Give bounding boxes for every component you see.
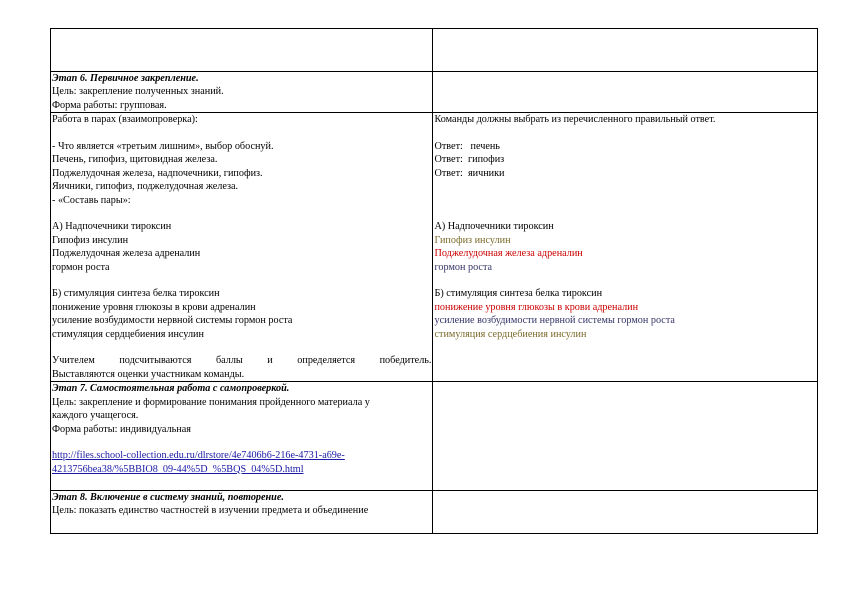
answer-line: Ответ: гипофиз (434, 154, 505, 166)
empty-cell-left (51, 29, 433, 72)
empty-cell-right (433, 29, 818, 72)
answers-intro: Команды должны выбрать из перечисленного правильный ответ. (434, 114, 716, 126)
stage7-row (51, 382, 818, 490)
pairs-b-item: Б) стимуляция синтеза белка тироксин (52, 288, 220, 300)
pairs-a-item: Гипофиз инсулин (52, 234, 129, 246)
self-test-link[interactable] (52, 449, 431, 462)
stage8-row (51, 490, 818, 533)
self-test-link-cont[interactable] (52, 463, 431, 476)
pair-work-intro: Работа в парах (взаимопроверка): (52, 114, 198, 126)
stage8-right-cell (433, 490, 818, 533)
answer-b-item: стимуляция сердцебиения инсулин (434, 328, 587, 340)
answer-a-item: гормон роста (434, 261, 493, 273)
stage6-content-row (51, 113, 818, 382)
odd-one-out-item: Печень, гипофиз, щитовидная железа. (52, 154, 218, 166)
stage6-tasks-cell (51, 113, 433, 382)
grading-text: Выставляются оценки участникам команды. (52, 368, 245, 380)
answer-b-item: понижение уровня глюкозы в крови адреналин (434, 301, 639, 313)
pairs-a-item: гормон роста (52, 261, 110, 273)
stage6-title: Этап 6. Первичное закрепление. (52, 73, 199, 84)
stage8-goal: Цель: показать единство частностей в изучении предмета и объединение (52, 504, 369, 516)
answer-b-item: усиление возбудимости нервной системы гормон роста (434, 315, 675, 327)
stage8-cell (51, 490, 433, 533)
self-test-link-part2[interactable]: 4213756bea38/%5BBIO8_09-44%5D_%5BQS_04%5D.html (52, 463, 304, 475)
scoring-text: Учителем подсчитываются баллы и определяется победитель. (52, 355, 432, 367)
stage6-answers-cell (433, 113, 818, 382)
stage6-header-row (51, 72, 818, 113)
empty-row (51, 29, 818, 72)
answer-line: Ответ: яичники (434, 167, 505, 179)
stage7-form: Форма работы: индивидуальная (52, 423, 191, 435)
pairs-a-item: Поджелудочная железа адреналин (52, 248, 201, 260)
pairs-b-item: усиление возбудимости нервной системы гормон роста (52, 315, 293, 327)
stage6-header-right-cell (433, 72, 818, 113)
stage7-cell (51, 382, 433, 490)
stage7-goal-cont: каждого учащегося. (52, 410, 139, 422)
lesson-plan-table (50, 28, 818, 534)
answer-a-item: Поджелудочная железа адреналин (434, 248, 583, 260)
odd-one-out-item: Яичники, гипофиз, поджелудочная железа. (52, 181, 239, 193)
stage8-title: Этап 8. Включение в систему знаний, повторение. (52, 491, 284, 503)
stage6-form: Форма работы: групповая. (52, 99, 167, 111)
stage7-goal: Цель: закрепление и формирование понимания пройденного материала у (52, 396, 370, 408)
answer-a-item: Гипофиз инсулин (434, 234, 511, 246)
answer-a-item: А) Надпочечники тироксин (434, 221, 554, 233)
self-test-link-part1[interactable]: http://files.school-collection.edu.ru/dlrstore/4e7406b6-216e-4731-a69e- (52, 450, 345, 462)
stage7-title: Этап 7. Самостоятельная работа с самопроверкой. (52, 383, 290, 395)
pairs-b-item: понижение уровня глюкозы в крови адреналин (52, 301, 256, 313)
stage6-header-cell (51, 72, 433, 113)
stage6-goal: Цель: закрепление полученных знаний. (52, 86, 224, 98)
answer-line: Ответ: печень (434, 141, 500, 153)
odd-one-out-item: Поджелудочная железа, надпочечники, гипофиз. (52, 167, 263, 179)
odd-one-out-task: - Что является «третьим лишним», выбор обоснуй. (52, 141, 274, 153)
pairs-a-item: А) Надпочечники тироксин (52, 221, 172, 233)
pairs-b-item: стимуляция сердцебиения инсулин (52, 328, 204, 340)
make-pairs-task: - «Составь пары»: (52, 194, 131, 206)
stage7-right-cell (433, 382, 818, 490)
answer-b-item: Б) стимуляция синтеза белка тироксин (434, 288, 603, 300)
